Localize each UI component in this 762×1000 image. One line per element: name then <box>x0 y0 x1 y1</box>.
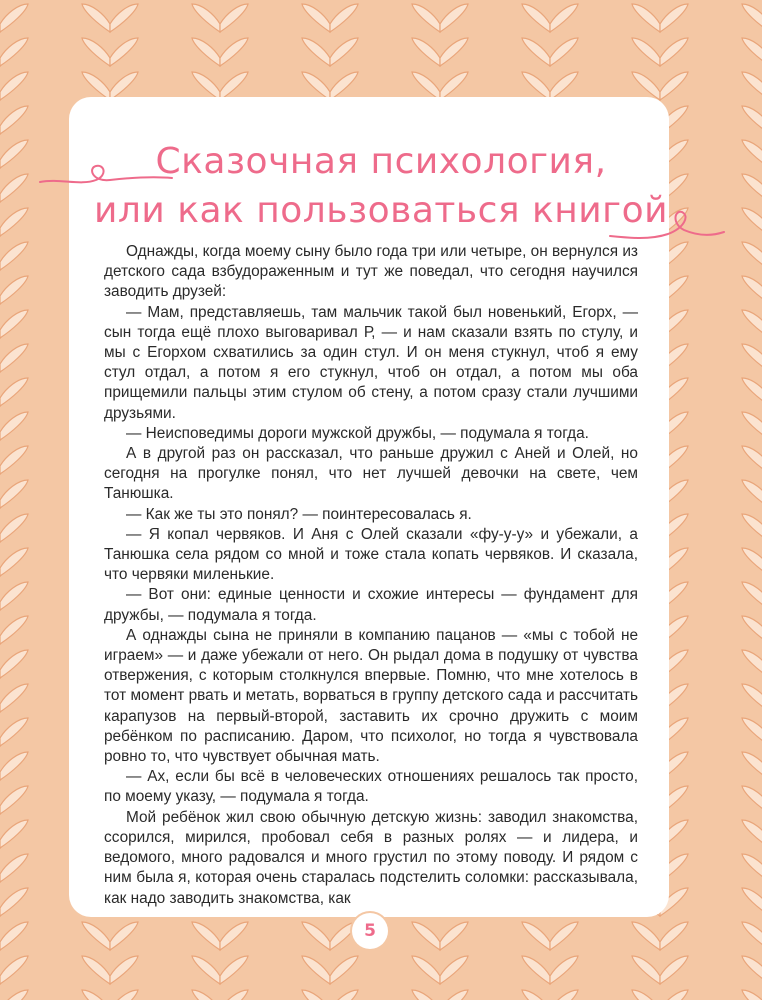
knit-stitch <box>632 922 660 950</box>
knit-stitch <box>412 956 440 984</box>
paragraph: — Вот они: единые ценности и схожие интересы — фундамент для дружбы, — подумала я тогда. <box>104 586 638 624</box>
knit-stitch <box>742 820 762 848</box>
knit-stitch <box>550 922 578 950</box>
paragraph: Мой ребёнок жил свою обычную детскую жизнь: заводил знакомства, ссорился, мирился, пробовал себя в разных ролях — и лидера, и ведомого, много радовался и много грустил по этому поводу. И рядом с ним была я, которая очень старалась подстелить соломки: рассказывала, как надо заводить знакомства, как <box>104 808 638 907</box>
knit-stitch <box>660 990 688 1000</box>
knit-stitch <box>330 990 358 1000</box>
knit-stitch <box>330 956 358 984</box>
knit-stitch <box>302 922 330 950</box>
knit-stitch <box>742 616 762 644</box>
title-line-2: или как пользоваться книгой <box>93 190 669 231</box>
knit-stitch <box>0 514 28 542</box>
knit-stitch <box>0 752 28 780</box>
knit-stitch <box>0 276 28 304</box>
knit-stitch <box>220 990 248 1000</box>
knit-stitch <box>742 854 762 882</box>
knit-stitch <box>0 956 28 984</box>
page-number: 5 <box>352 913 388 949</box>
knit-stitch <box>0 446 28 474</box>
knit-stitch <box>742 276 762 304</box>
knit-stitch <box>742 446 762 474</box>
knit-stitch <box>192 956 220 984</box>
knit-stitch <box>82 990 110 1000</box>
knit-stitch <box>742 752 762 780</box>
knit-stitch <box>0 582 28 610</box>
knit-stitch <box>82 922 110 950</box>
knit-stitch <box>660 922 688 950</box>
knit-stitch <box>440 956 468 984</box>
knit-stitch <box>742 650 762 678</box>
knit-stitch <box>550 990 578 1000</box>
knit-stitch <box>0 854 28 882</box>
title-line-1: Сказочная психология, <box>155 141 607 182</box>
knit-stitch <box>0 718 28 746</box>
knit-stitch <box>0 344 28 372</box>
paragraph: — Как же ты это понял? — поинтересовалась я. <box>126 505 472 523</box>
knit-stitch <box>632 956 660 984</box>
paragraph: А однажды сына не приняли в компанию пацанов — «мы с тобой не играем» — и даже убежали от него. Он рыдал дома в подушку от чувства отвержения, с которым столкнулся впервые. Помню, что мне хотелось в тот момент рвать и метать, ворваться в группу детского сада и рассчитать карапузов на первый-второй, заставить их срочно дружить с моим ребёнком по расписанию. Даром, что психолог, но тогда я чувствовала ровно то, что чувствует обычная мать. <box>104 626 638 766</box>
knit-stitch <box>632 990 660 1000</box>
knit-stitch <box>742 412 762 440</box>
paragraph: А в другой раз он рассказал, что раньше дружил с Аней и Олей, но сегодня на прогулке понял, что нет лучшей девочки на свете, чем Танюшка. <box>104 445 638 503</box>
knit-stitch <box>220 922 248 950</box>
knit-stitch <box>742 548 762 576</box>
knit-stitch <box>110 990 138 1000</box>
knit-stitch <box>0 616 28 644</box>
knit-stitch <box>0 990 28 1000</box>
paragraph: Однажды, когда моему сыну было года три или четыре, он вернулся из детского сада взбудораженным и тут же поведал, что сегодня научился заводить друзей: <box>104 243 638 301</box>
knit-stitch <box>412 922 440 950</box>
knit-stitch <box>0 922 28 950</box>
page-title <box>0 0 762 260</box>
knit-stitch <box>742 956 762 984</box>
knit-stitch <box>742 922 762 950</box>
knit-stitch <box>0 786 28 814</box>
knit-stitch <box>0 820 28 848</box>
knit-stitch <box>412 990 440 1000</box>
paragraph: — Мам, представляешь, там мальчик такой был новенький, Егорх, — сын тогда ещё плохо выговаривал Р, — и нам сказали взять по стулу, и мы с Егорхом схватились за один стул. И он меня стукнул, чтоб я ему стул отдал, а потом я его стукнул, чтоб он отдал, а потом мы оба прищемили пальцы этим стулом об стену, а потом сразу стали лучшими друзьями. <box>104 303 638 422</box>
knit-stitch <box>742 718 762 746</box>
knit-stitch <box>302 990 330 1000</box>
knit-stitch <box>522 922 550 950</box>
knit-stitch <box>0 548 28 576</box>
knit-stitch <box>0 310 28 338</box>
knit-stitch <box>742 582 762 610</box>
knit-stitch <box>302 956 330 984</box>
knit-stitch <box>220 956 248 984</box>
knit-stitch <box>550 956 578 984</box>
knit-stitch <box>742 310 762 338</box>
knit-stitch <box>742 990 762 1000</box>
knit-stitch <box>110 922 138 950</box>
knit-stitch <box>192 922 220 950</box>
paragraph: — Я копал червяков. И Аня с Олей сказали «фу-у-у» и убежали, а Танюшка села рядом со мной и тоже стала копать червяков. И сказала, что червяки миленькие. <box>104 525 638 584</box>
knit-stitch <box>0 684 28 712</box>
knit-stitch <box>742 344 762 372</box>
knit-stitch <box>742 378 762 406</box>
knit-stitch <box>110 956 138 984</box>
knit-stitch <box>440 922 468 950</box>
knit-stitch <box>742 684 762 712</box>
knit-stitch <box>660 956 688 984</box>
knit-stitch <box>192 990 220 1000</box>
knit-stitch <box>82 956 110 984</box>
knit-stitch <box>0 888 28 916</box>
knit-stitch <box>440 990 468 1000</box>
knit-stitch <box>0 480 28 508</box>
knit-stitch <box>0 378 28 406</box>
paragraph: — Ах, если бы всё в человеческих отношениях решалось так просто, по моему указу, — подумала я тогда. <box>104 768 638 806</box>
knit-stitch <box>742 480 762 508</box>
knit-stitch <box>522 990 550 1000</box>
knit-stitch <box>742 514 762 542</box>
knit-stitch <box>0 650 28 678</box>
paragraph: — Неисповедимы дороги мужской дружбы, — подумала я тогда. <box>126 424 589 442</box>
knit-stitch <box>742 786 762 814</box>
knit-stitch <box>0 412 28 440</box>
knit-stitch <box>742 888 762 916</box>
body-text <box>104 242 638 909</box>
knit-stitch <box>522 956 550 984</box>
